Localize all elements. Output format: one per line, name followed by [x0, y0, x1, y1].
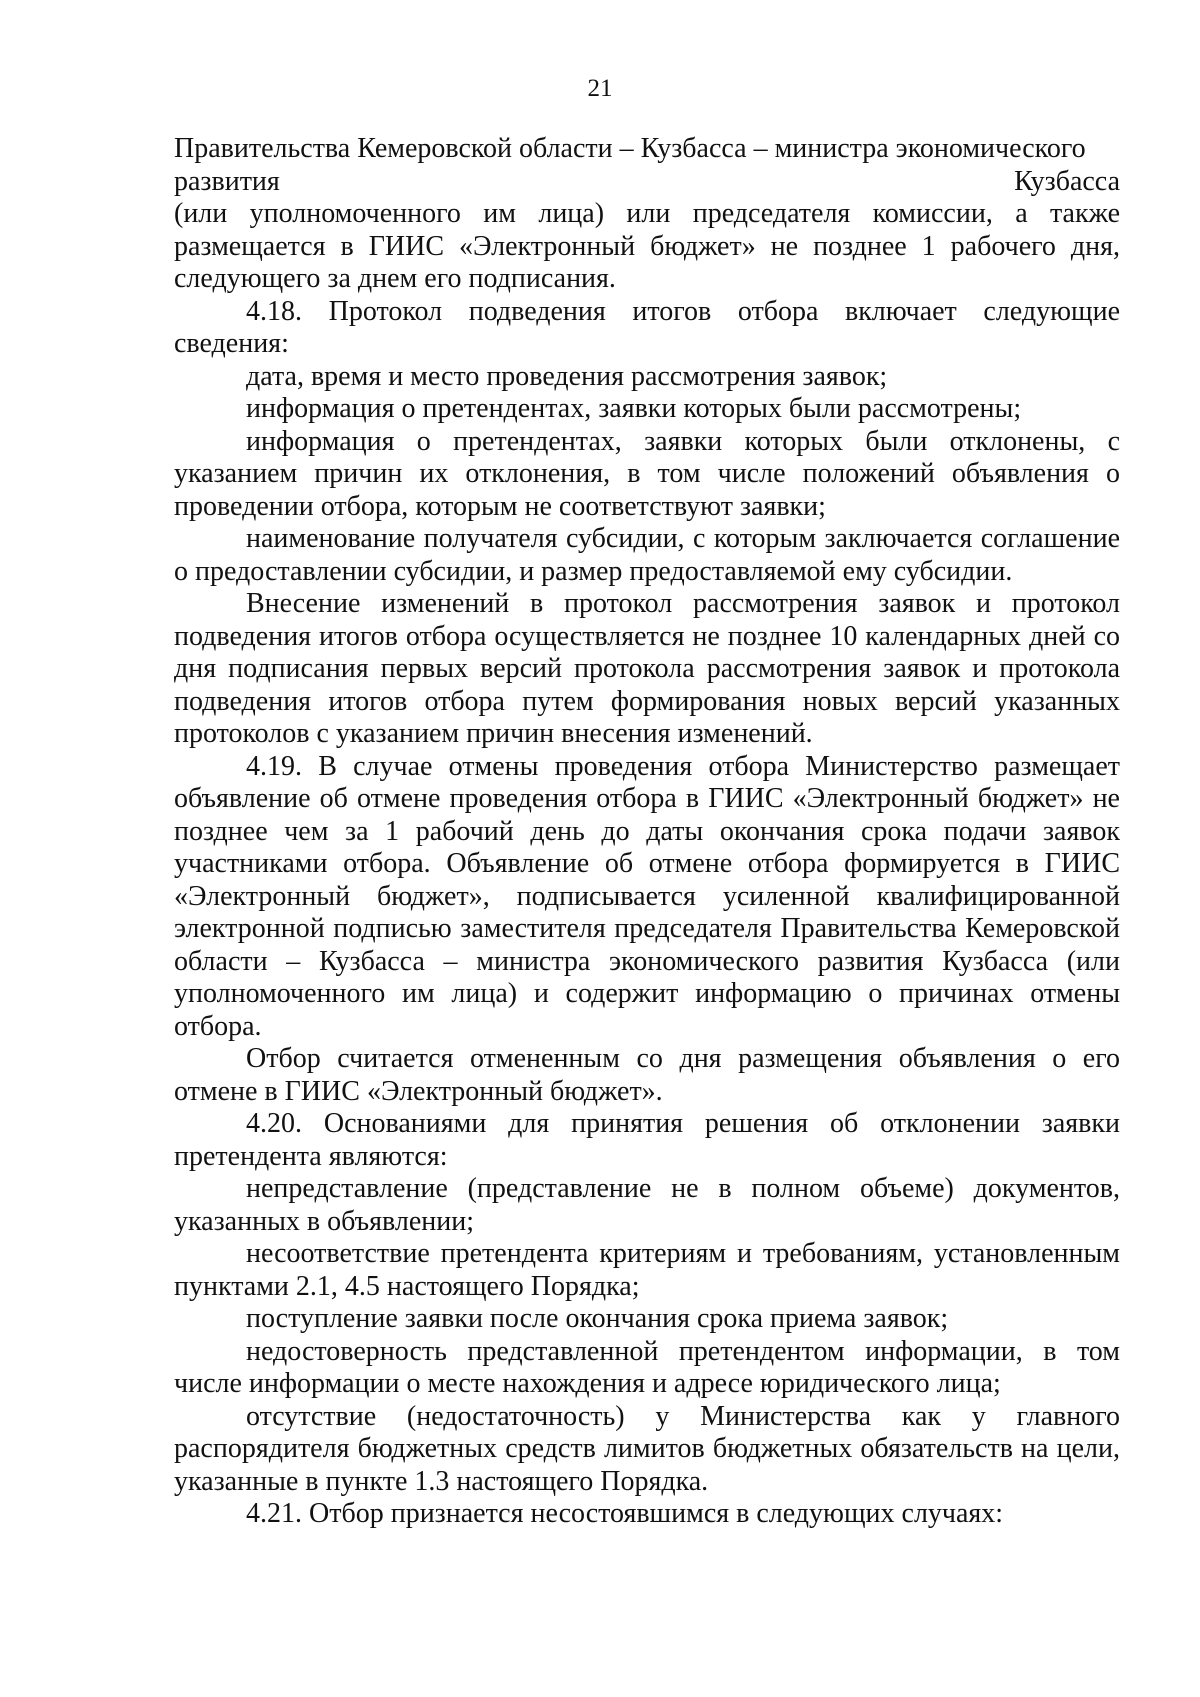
document-body	[174, 133, 1120, 1531]
split-line-right: Кузбасса	[1014, 165, 1120, 197]
paragraph-5: информация о претендентах, заявки которых были рассмотрены;	[246, 393, 1022, 424]
paragraph-9: 4.19. В случае отмены проведения отбора Министерство размещает объявление об отмене проведения отбора в ГИИС «Электронный бюджет» не позднее чем за 1 рабочий день до даты окончания срока подачи заявок участниками отбора. Объявление об отмене отбора формируется в ГИИС «Электронный бюджет», подписывается усиленной квалифицированной электронной подписью заместителя председателя Правительства Кемеровской области – Кузбасса – министра экономического развития Кузбасса (или уполномоченного им лица) и содержит информацию о причинах отмены отбора.	[174, 750, 1120, 1042]
paragraph-11: 4.20. Основаниями для принятия решения об отклонении заявки претендента являются:	[174, 1108, 1120, 1172]
paragraph-12: непредставление (представление не в полном объеме) документов, указанных в объявлении;	[174, 1173, 1120, 1237]
paragraph-17: 4.21. Отбор признается несостоявшимся в следующих случаях:	[246, 1498, 1004, 1529]
paragraph-1: Правительства Кемеровской области – Кузбасса – министра экономического	[174, 133, 1086, 164]
paragraph-16: отсутствие (недостаточность) у Министерства как у главного распорядителя бюджетных средств лимитов бюджетных обязательств на цели, указанные в пункте 1.3 настоящего Порядка.	[174, 1400, 1120, 1497]
paragraph-13: несоответствие претендента критериям и требованиям, установленным пунктами 2.1, 4.5 настоящего Порядка;	[174, 1238, 1120, 1302]
paragraph-8: Внесение изменений в протокол рассмотрения заявок и протокол подведения итогов отбора осуществляется не позднее 10 календарных дней со дня подписания первых версий протокола рассмотрения заявок и протокола подведения итогов отбора путем формирования новых версий указанных протоколов с указанием причин внесения изменений.	[174, 588, 1120, 749]
paragraph-6: информация о претендентах, заявки которых были отклонены, с указанием причин их отклонения, в том числе положений объявления о проведении отбора, которым не соответствуют заявки;	[174, 425, 1120, 522]
page-number: 21	[587, 75, 613, 102]
split-line	[174, 166, 1120, 199]
paragraph-3: 4.18. Протокол подведения итогов отбора включает следующие сведения:	[174, 295, 1120, 359]
paragraph-4: дата, время и место проведения рассмотрения заявок;	[246, 360, 888, 392]
paragraph-15: недостоверность представленной претендентом информации, в том числе информации о месте нахождения и адресе юридического лица;	[174, 1335, 1120, 1399]
paragraph-7: наименование получателя субсидии, с которым заключается соглашение о предоставлении субсидии, и размер предоставляемой ему субсидии.	[174, 523, 1120, 587]
paragraph-14: поступление заявки после окончания срока приема заявок;	[246, 1303, 949, 1334]
split-line-left: развития	[174, 165, 280, 197]
paragraph-10: Отбор считается отмененным со дня размещения объявления о его отмене в ГИИС «Электронный бюджет».	[174, 1043, 1120, 1107]
paragraph-2: (или уполномоченного им лица) или председателя комиссии, а также размещается в ГИИС «Электронный бюджет» не позднее 1 рабочего дня, следующего за днем его подписания.	[174, 198, 1120, 294]
